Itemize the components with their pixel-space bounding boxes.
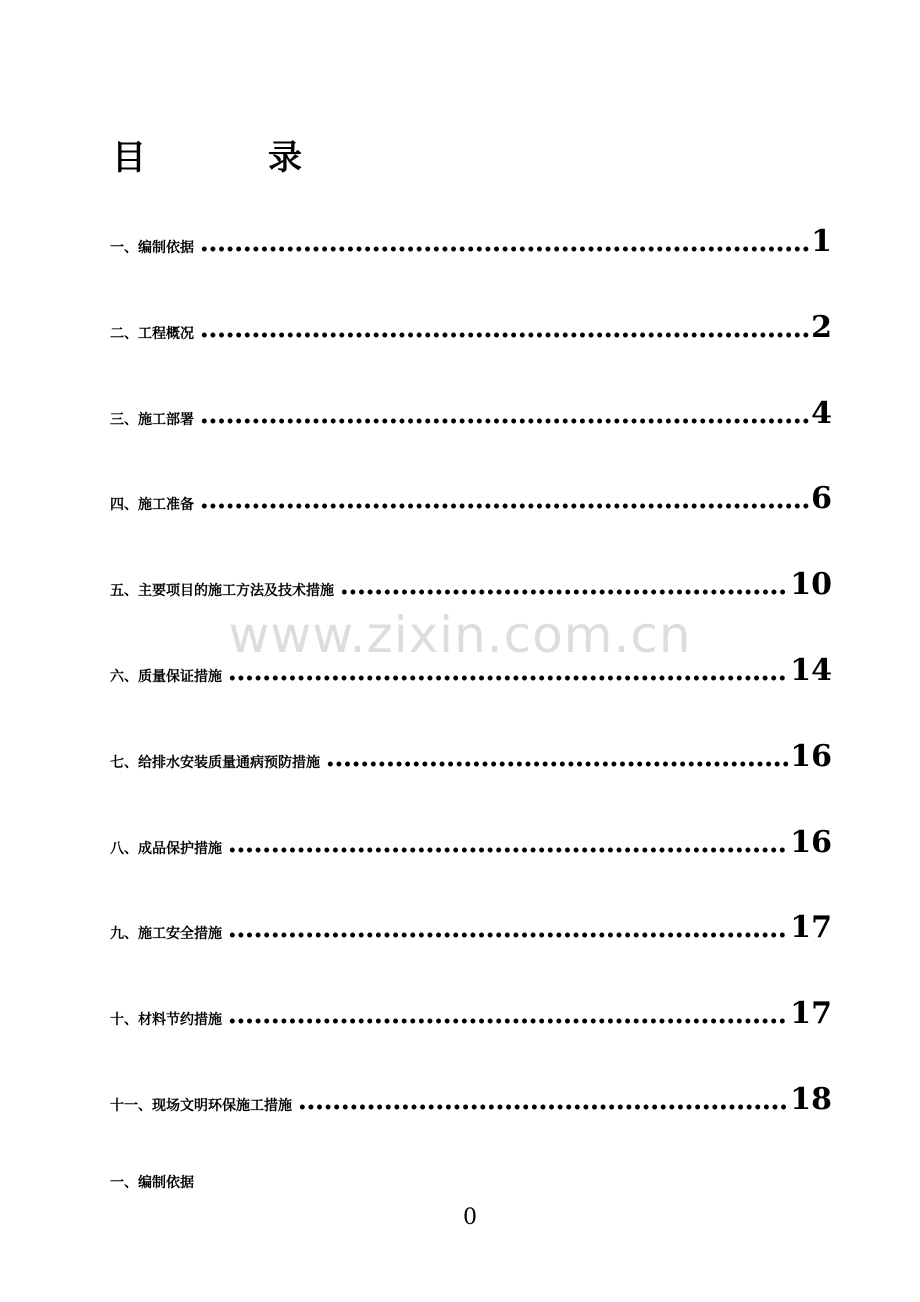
toc-entry (110, 308, 832, 394)
toc-entry (110, 394, 832, 480)
toc-entry-line[interactable] (110, 565, 832, 605)
table-of-contents (110, 222, 832, 1166)
toc-dot-leader (228, 1017, 788, 1025)
toc-entry (110, 1080, 832, 1166)
toc-entry-line[interactable] (110, 222, 832, 262)
toc-entry-page: 4 (811, 395, 832, 431)
toc-dot-leader (326, 760, 788, 768)
watermark: www.zixin.com.cn (228, 606, 692, 664)
toc-entry (110, 823, 832, 909)
toc-entry-label: 九、施工安全措施 (110, 926, 222, 943)
toc-entry-label: 一、编制依据 (110, 240, 194, 256)
toc-entry-label: 五、主要项目的施工方法及技术措施 (110, 583, 334, 600)
toc-entry-line[interactable] (110, 737, 832, 777)
toc-entry-line[interactable] (110, 1080, 832, 1120)
toc-entry-line[interactable] (110, 908, 832, 948)
page-number: 0 (463, 1205, 477, 1230)
toc-entry-label: 十一、现场文明环保施工措施 (110, 1097, 292, 1114)
section-heading: 一、编制依据 (110, 1175, 194, 1191)
toc-dot-leader (228, 846, 788, 854)
toc-entry-line[interactable] (110, 651, 832, 691)
toc-entry (110, 994, 832, 1080)
toc-entry-line[interactable] (110, 394, 832, 434)
toc-entry-page: 16 (790, 738, 832, 774)
toc-entry-page: 2 (811, 309, 832, 345)
toc-entry-label: 二、工程概况 (110, 325, 194, 342)
toc-dot-leader (200, 245, 809, 253)
toc-entry-page: 17 (790, 910, 832, 946)
toc-entry-page: 17 (790, 996, 832, 1032)
toc-entry (110, 479, 832, 565)
toc-entry-line[interactable] (110, 994, 832, 1034)
toc-entry-label: 四、施工准备 (110, 497, 194, 514)
toc-entry-page: 6 (811, 481, 832, 517)
toc-entry-line[interactable] (110, 308, 832, 348)
toc-entry-page: 14 (790, 652, 832, 688)
toc-dot-leader (228, 674, 788, 682)
toc-entry-page: 16 (790, 824, 832, 860)
toc-entry (110, 565, 832, 651)
toc-entry-label: 十、材料节约措施 (110, 1012, 222, 1029)
toc-title: 目 录 (112, 138, 346, 178)
toc-dot-leader (340, 588, 788, 596)
toc-entry-label: 六、质量保证措施 (110, 668, 222, 685)
toc-entry-line[interactable] (110, 823, 832, 863)
toc-dot-leader (228, 931, 788, 939)
toc-entry-page: 10 (790, 567, 832, 603)
toc-entry-label: 七、给排水安装质量通病预防措施 (110, 754, 320, 771)
toc-dot-leader (200, 502, 809, 510)
toc-entry (110, 222, 832, 308)
toc-entry (110, 908, 832, 994)
toc-entry-line[interactable] (110, 479, 832, 519)
toc-entry (110, 651, 832, 737)
toc-dot-leader (200, 417, 809, 425)
toc-dot-leader (298, 1103, 788, 1111)
toc-dot-leader (200, 331, 809, 339)
toc-entry-page: 1 (811, 224, 832, 259)
toc-entry-label: 八、成品保护措施 (110, 840, 222, 857)
toc-entry-label: 三、施工部署 (110, 411, 194, 428)
toc-entry (110, 737, 832, 823)
toc-entry-page: 18 (790, 1081, 832, 1117)
